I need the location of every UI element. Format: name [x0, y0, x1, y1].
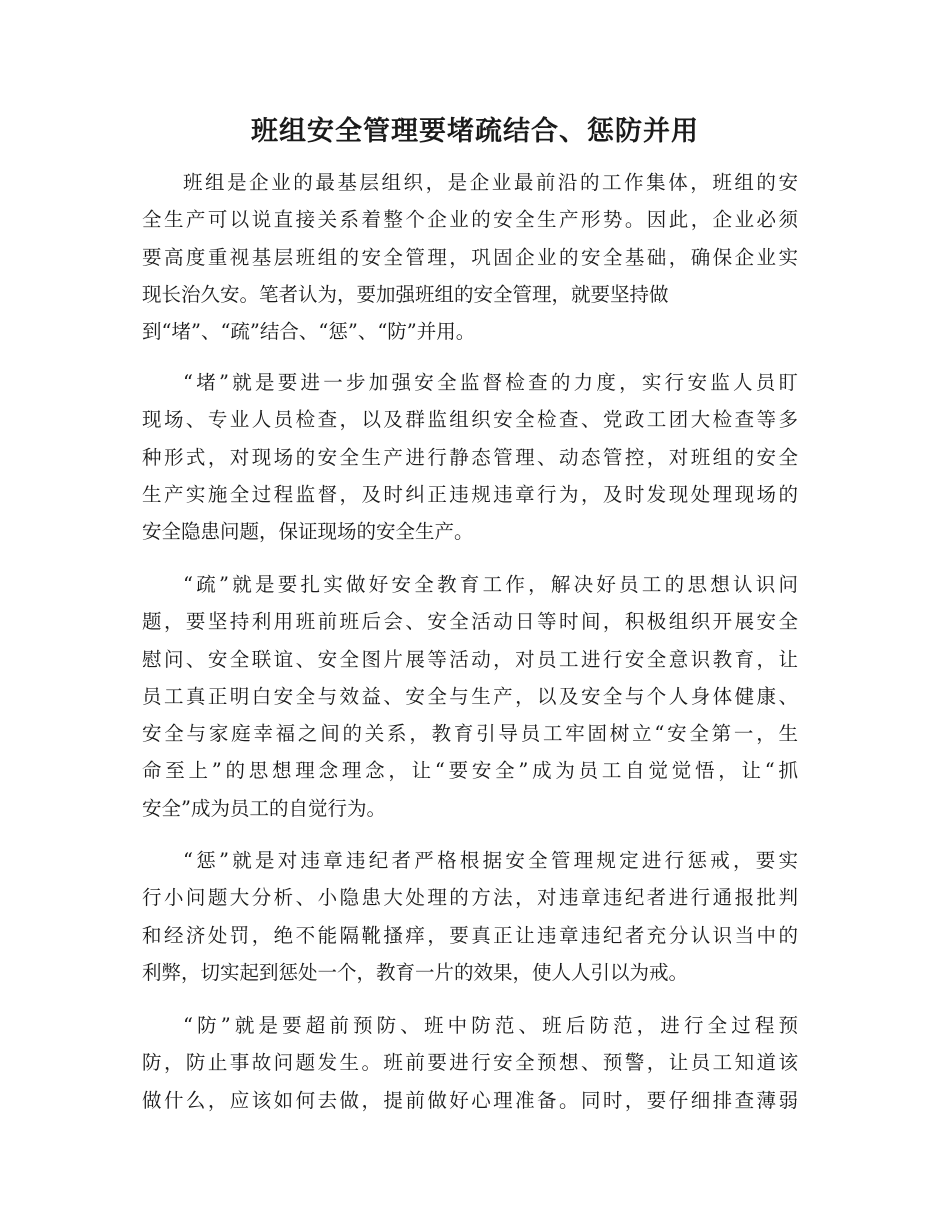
paragraph-line: 种形式，对现场的安全生产进行静态管理、动态管控，对班组的安全 — [142, 445, 798, 469]
paragraph-line: 班组是企业的最基层组织，是企业最前沿的工作集体，班组的安 — [183, 171, 798, 194]
paragraph-line: 安全与家庭幸福之间的关系，教育引导员工牢固树立“安全第一，生 — [142, 722, 798, 746]
document-title: 班组安全管理要堵疏结合、惩防并用 — [251, 116, 699, 147]
paragraph-line: 安全”成为员工的自觉行为。 — [142, 796, 386, 820]
paragraph-line: 行小问题大分析、小隐患大处理的方法，对违章违纪者进行通报批判 — [142, 886, 798, 910]
paragraph-line: 要高度重视基层班组的安全管理，巩固企业的安全基础，确保企业实 — [142, 245, 798, 269]
paragraph-line: “防”就是要超前预防、班中防范、班后防范，进行全过程预 — [183, 1014, 798, 1037]
paragraph-line: 题，要坚持利用班前班后会、安全活动日等时间，积极组织开展安全 — [142, 610, 798, 634]
paragraph-line: 员工真正明白安全与效益、安全与生产，以及安全与个人身体健康、 — [142, 684, 798, 708]
paragraph-line: 利弊，切实起到惩处一个，教育一片的效果，使人人引以为戒。 — [142, 960, 689, 984]
paragraph-line: 生产实施全过程监督，及时纠正违规违章行为，及时发现处理现场的 — [142, 482, 798, 506]
paragraph-line: 全生产可以说直接关系着整个企业的安全生产形势。因此，企业必须 — [142, 208, 798, 232]
paragraph-fang — [142, 1007, 798, 1119]
paragraph-line: “疏”就是要扎实做好安全教育工作，解决好员工的思想认识问 — [183, 573, 798, 596]
paragraph-shu — [142, 566, 798, 827]
paragraph-du — [142, 364, 798, 550]
paragraph-line: 到“堵”、“疏”结合、“惩”、“防”并用。 — [142, 320, 476, 344]
paragraph-line: 做什么，应该如何去做，提前做好心理准备。同时，要仔细排查薄弱 — [142, 1088, 798, 1112]
paragraph-line: 防，防止事故问题发生。班前要进行安全预想、预警，让员工知道该 — [142, 1051, 798, 1075]
paragraph-line: 现长治久安。笔者认为，要加强班组的安全管理，就要坚持做 — [142, 282, 669, 306]
paragraph-line: 和经济处罚，绝不能隔靴搔痒，要真正让违章违纪者充分认识当中的 — [142, 923, 798, 947]
paragraph-line: 安全隐患问题，保证现场的安全生产。 — [142, 520, 474, 544]
paragraph-line: 慰问、安全联谊、安全图片展等活动，对员工进行安全意识教育，让 — [142, 647, 798, 671]
paragraph-line: 现场、专业人员检查，以及群监组织安全检查、党政工团大检查等多 — [142, 408, 798, 432]
paragraph-line: 命至上”的思想理念理念，让“要安全”成为员工自觉觉悟，让“抓 — [142, 759, 798, 783]
paragraph-line: “堵”就是要进一步加强安全监督检查的力度，实行安监人员盯 — [183, 371, 798, 394]
paragraph-intro — [142, 164, 798, 350]
paragraph-cheng — [142, 842, 798, 991]
paragraph-line: “惩”就是对违章违纪者严格根据安全管理规定进行惩戒，要实 — [183, 849, 798, 872]
